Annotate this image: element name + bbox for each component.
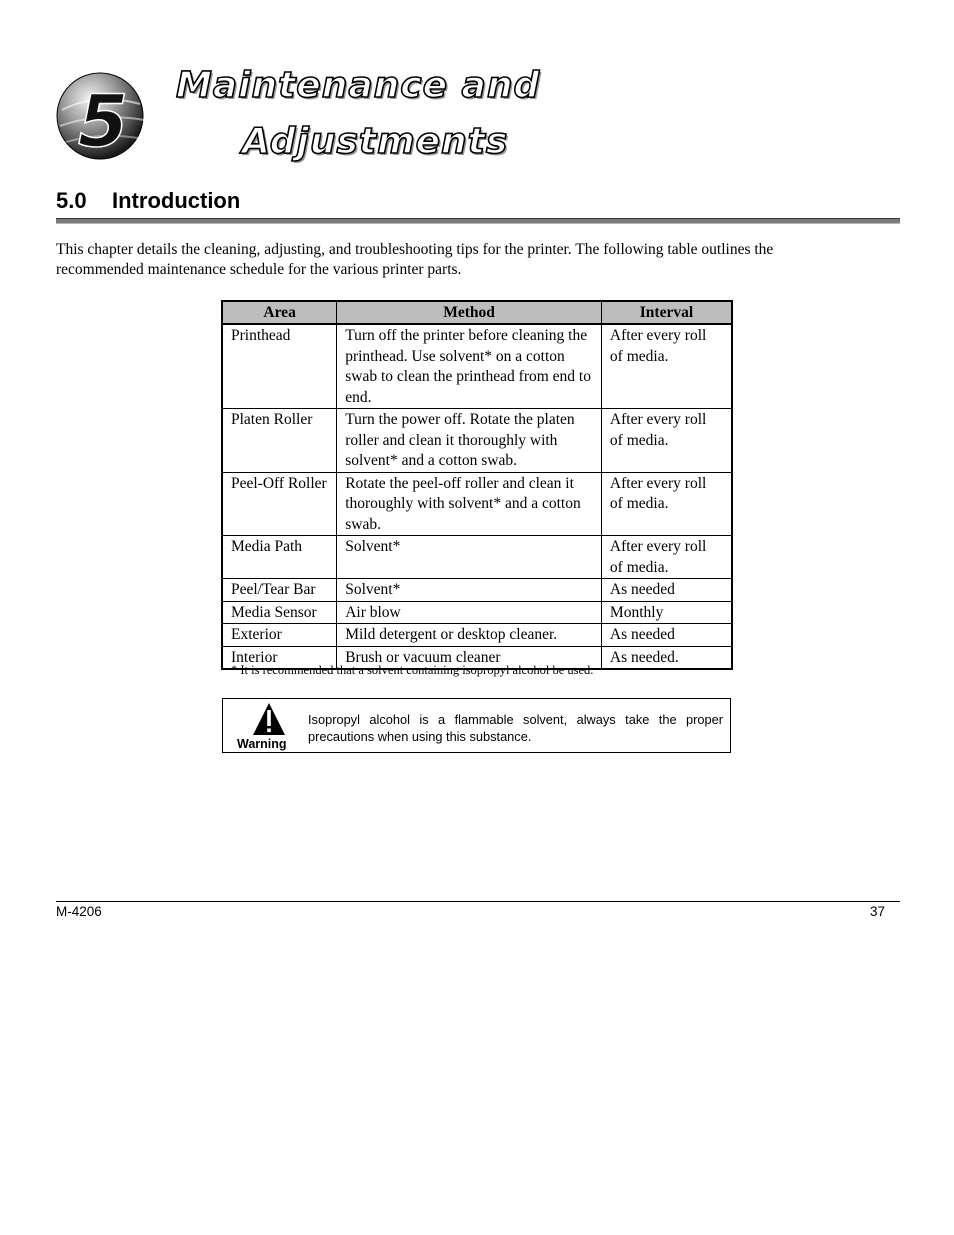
footer-doc-number: M-4206 [56,904,102,919]
cell-interval: After every roll of media. [601,472,732,536]
table-row [222,579,732,602]
cell-interval: After every roll of media. [601,324,732,409]
cell-interval: Monthly [601,601,732,624]
table-row [222,536,732,579]
chapter-title [176,58,540,170]
cell-method: Solvent* [337,579,602,602]
chapter-number: 5 [77,79,129,162]
column-header-method: Method [337,301,602,324]
cell-area: Printhead [222,324,337,409]
cell-method: Air blow [337,601,602,624]
column-header-area: Area [222,301,337,324]
cell-area: Peel/Tear Bar [222,579,337,602]
cell-interval: As needed [601,579,732,602]
cell-method: Turn the power off. Rotate the platen roller and clean it thoroughly with solvent* and a cotton swab. [337,409,602,473]
cell-area: Peel-Off Roller [222,472,337,536]
cell-method: Mild detergent or desktop cleaner. [337,624,602,647]
cell-interval: As needed. [601,646,732,669]
cell-area: Interior [222,646,337,669]
cell-interval: After every roll of media. [601,536,732,579]
maintenance-schedule-table [221,300,733,670]
table-header-row [222,301,732,324]
warning-label: Warning [237,737,287,751]
cell-interval: As needed [601,624,732,647]
section-title: Introduction [112,188,241,213]
section-number: 5.0 [56,188,87,213]
chapter-title-line1: Maintenance and [176,65,541,106]
column-header-interval: Interval [601,301,732,324]
section-heading-rule [56,218,900,224]
section-heading [56,186,240,216]
cell-interval: After every roll of media. [601,409,732,473]
warning-exclamation-icon [251,702,287,736]
chapter-number-emblem [56,70,148,162]
cell-area: Media Path [222,536,337,579]
cell-method: Rotate the peel-off roller and clean it thoroughly with solvent* and a cotton swab. [337,472,602,536]
table-row [222,601,732,624]
table-row [222,624,732,647]
warning-text: Isopropyl alcohol is a flammable solvent, always take the proper precautions when using this substance. [308,712,723,744]
cell-method: Brush or vacuum cleaner [337,646,602,669]
cell-area: Media Sensor [222,601,337,624]
cell-area: Exterior [222,624,337,647]
cell-area: Platen Roller [222,409,337,473]
cell-method: Solvent* [337,536,602,579]
table-row [222,472,732,536]
footer-rule [56,901,900,902]
chapter-title-line2: Adjustments [242,121,509,162]
table-row [222,409,732,473]
table-row [222,324,732,409]
intro-paragraph: This chapter details the cleaning, adjusting, and troubleshooting tips for the printer. The following table outlines the recommended maintenance schedule for the various printer parts. [56,241,774,278]
warning-callout [222,698,731,753]
table-footnote: * It is recommended that a solvent containing isopropyl alcohol be used. [231,663,594,677]
cell-method: Turn off the printer before cleaning the printhead. Use solvent* on a cotton swab to clean the printhead from end to end. [337,324,602,409]
footer-page-number: 37 [869,904,885,919]
